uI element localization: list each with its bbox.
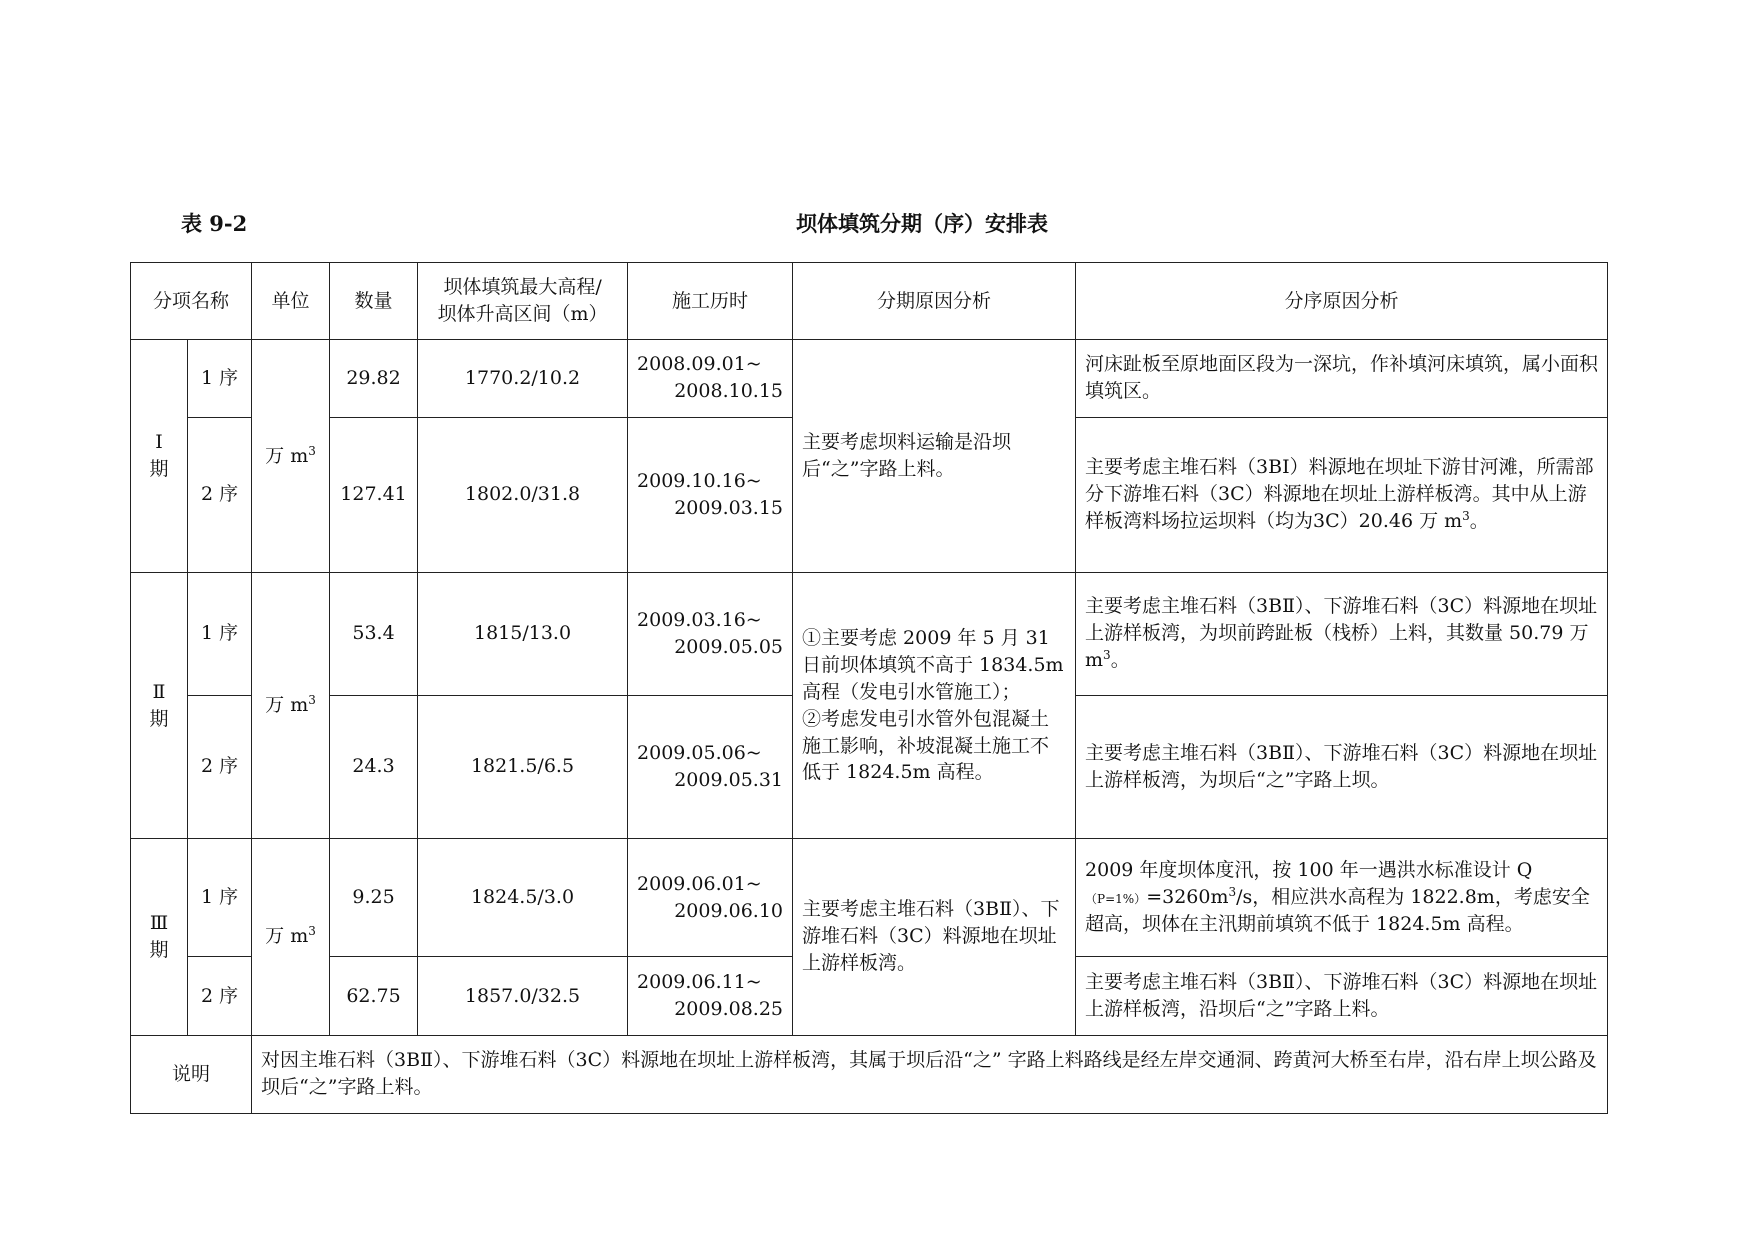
- period-cell: 2009.06.01~ 2009.06.10: [628, 839, 793, 957]
- seq-label: 1 序: [188, 573, 252, 695]
- stage-1-unit: 万 $m^3$: [252, 340, 330, 573]
- table-row: [131, 839, 1608, 957]
- stage-2-label: [131, 573, 188, 839]
- stage-2-numeral: Ⅱ: [152, 680, 166, 703]
- seq-reason-cell: 主要考虑主堆石料（3BⅠ）料源地在坝址下游甘河滩，所需部分下游堆石料（3C）料源地在坝址上游样板湾。其中从上游样板湾料场拉运坝料（均为3C）20.46 万 $m^3$。: [1076, 417, 1608, 573]
- elev-cell: 1821.5/6.5: [418, 695, 628, 839]
- qty-cell: 127.41: [330, 417, 418, 573]
- header-stage-reason: 分期原因分析: [793, 263, 1076, 340]
- period-cell: 2009.05.06~ 2009.05.31: [628, 695, 793, 839]
- header-seq-reason: 分序原因分析: [1076, 263, 1608, 340]
- stage-2-reason-2: ②考虑发电引水管外包混凝土施工影响，补坡混凝土施工不低于 1824.5m 高程。: [802, 707, 1050, 784]
- header-qty: 数量: [330, 263, 418, 340]
- schedule-table: [130, 262, 1608, 1114]
- elev-cell: 1824.5/3.0: [418, 839, 628, 957]
- seq-label: 2 序: [188, 695, 252, 839]
- qty-cell: 9.25: [330, 839, 418, 957]
- seq-reason-cell: 主要考虑主堆石料（3BⅡ）、下游堆石料（3C）料源地在坝址上游样板湾，为坝前跨趾板（栈桥）上料，其数量 50.79 万 $m^3$。: [1076, 573, 1608, 695]
- qty-cell: 53.4: [330, 573, 418, 695]
- stage-1-numeral: Ⅰ: [155, 431, 163, 454]
- seq-label: 1 序: [188, 839, 252, 957]
- seq-reason-cell: 河床趾板至原地面区段为一深坑，作补填河床填筑，属小面积填筑区。: [1076, 340, 1608, 417]
- seq-label: 2 序: [188, 957, 252, 1035]
- stage-1-reason: 主要考虑坝料运输是沿坝后“之”字路上料。: [793, 340, 1076, 573]
- header-row: [131, 263, 1608, 340]
- note-text: 对因主堆石料（3BⅡ）、下游堆石料（3C）料源地在坝址上游样板湾，其属于坝后沿“之” 字路上料路线是经左岸交通洞、跨黄河大桥至右岸，沿右岸上坝公路及坝后“之”字路上料。: [252, 1035, 1608, 1113]
- elev-cell: 1802.0/31.8: [418, 417, 628, 573]
- elev-cell: 1770.2/10.2: [418, 340, 628, 417]
- stage-3-reason: 主要考虑主堆石料（3BⅡ）、下游堆石料（3C）料源地在坝址上游样板湾。: [793, 839, 1076, 1036]
- note-row: [131, 1035, 1608, 1113]
- header-elevation-line1: 坝体填筑最大高程/: [443, 276, 602, 299]
- note-label: 说明: [131, 1035, 252, 1113]
- stage-1-suffix: 期: [149, 458, 169, 481]
- elev-cell: 1857.0/32.5: [418, 957, 628, 1035]
- period-cell: 2009.03.16~ 2009.05.05: [628, 573, 793, 695]
- stage-2-reason: [793, 573, 1076, 839]
- table-title: 坝体填筑分期（序）安排表: [796, 211, 1048, 236]
- stage-3-unit: 万 $m^3$: [252, 839, 330, 1036]
- qty-cell: 24.3: [330, 695, 418, 839]
- period-cell: 2009.06.11~ 2009.08.25: [628, 957, 793, 1035]
- seq-reason-cell: 主要考虑主堆石料（3BⅡ）、下游堆石料（3C）料源地在坝址上游样板湾，沿坝后“之”字路上料。: [1076, 957, 1608, 1035]
- seq-label: 1 序: [188, 340, 252, 417]
- table-number: 表 9-2: [181, 211, 248, 236]
- period-cell: 2009.10.16~ 2009.03.15: [628, 417, 793, 573]
- stage-3-numeral: Ⅲ: [149, 911, 169, 934]
- elev-cell: 1815/13.0: [418, 573, 628, 695]
- table-row: [131, 340, 1608, 417]
- stage-2-unit: 万 $m^3$: [252, 573, 330, 839]
- period-cell: 2008.09.01~ 2008.10.15: [628, 340, 793, 417]
- stage-2-reason-1: ①主要考虑 2009 年 5 月 31 日前坝体填筑不高于 1834.5m 高程（发电引水管施工）；: [802, 626, 1064, 703]
- header-unit: 单位: [252, 263, 330, 340]
- seq-reason-cell: 2009 年度坝体度汛，按 100 年一遇洪水标准设计 Q $(P=1\%)=3260m^3/s$，相应洪水高程为 1822.8m，考虑安全超高，坝体在主汛期前填筑不低于 1824.5m 高程。: [1076, 839, 1608, 957]
- seq-reason-cell: 主要考虑主堆石料（3BⅡ）、下游堆石料（3C）料源地在坝址上游样板湾，为坝后“之”字路上坝。: [1076, 695, 1608, 839]
- header-item: 分项名称: [131, 263, 252, 340]
- header-elevation-line2: 坝体升高区间（m）: [437, 303, 608, 326]
- qty-cell: 29.82: [330, 340, 418, 417]
- table-row: [131, 573, 1608, 695]
- stage-3-label: [131, 839, 188, 1036]
- stage-3-suffix: 期: [149, 938, 169, 961]
- stage-2-suffix: 期: [149, 707, 169, 730]
- seq-label: 2 序: [188, 417, 252, 573]
- header-elevation: [418, 263, 628, 340]
- qty-cell: 62.75: [330, 957, 418, 1035]
- header-period: 施工历时: [628, 263, 793, 340]
- stage-1-label: [131, 340, 188, 573]
